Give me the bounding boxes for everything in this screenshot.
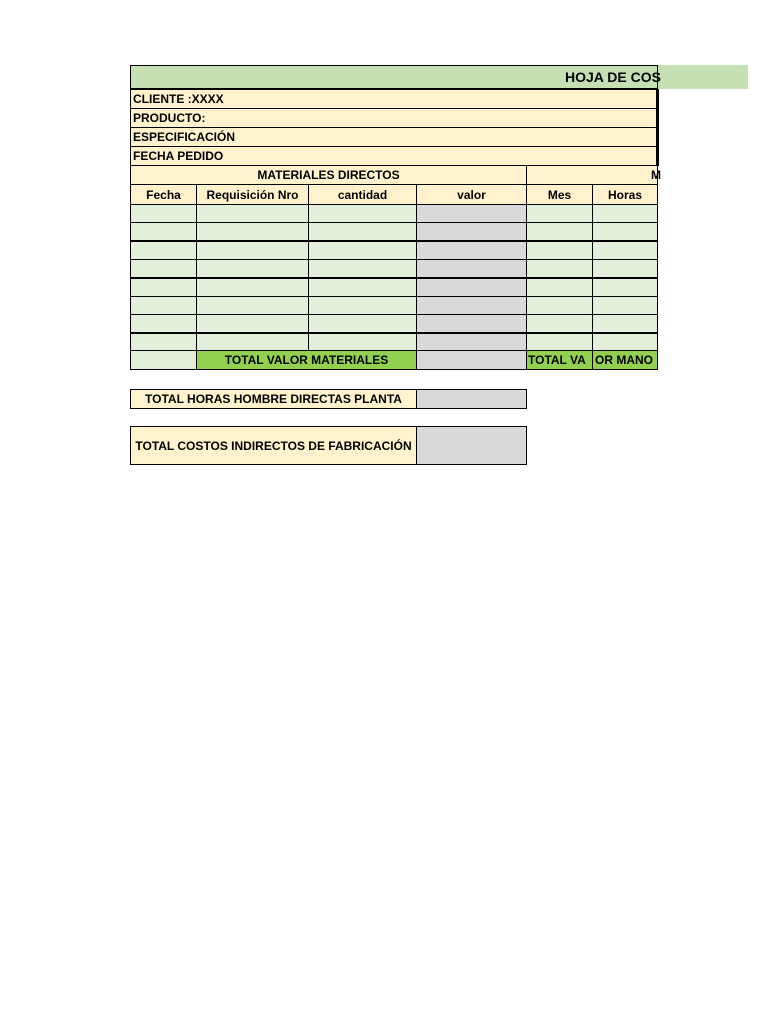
total-mano-label-part2: OR MANO: [592, 350, 658, 370]
cell-requisicion[interactable]: [196, 278, 309, 297]
cell-horas[interactable]: [592, 259, 658, 278]
cell-requisicion[interactable]: [196, 222, 309, 241]
total-costos-indirectos-value[interactable]: [416, 426, 527, 465]
cell-horas[interactable]: [592, 278, 658, 297]
cell-valor[interactable]: [416, 259, 527, 278]
info-producto[interactable]: PRODUCTO:: [130, 108, 658, 128]
info-cliente[interactable]: CLIENTE :XXXX: [130, 89, 658, 109]
cell-mes[interactable]: [526, 259, 593, 278]
cell-valor[interactable]: [416, 204, 527, 223]
cell-mes[interactable]: [526, 296, 593, 315]
cell-requisicion[interactable]: [196, 259, 309, 278]
col-mes: Mes: [526, 184, 593, 205]
cell-fecha[interactable]: [130, 314, 197, 333]
total-horas-hombre-label: TOTAL HORAS HOMBRE DIRECTAS PLANTA: [130, 389, 417, 409]
cell-requisicion[interactable]: [196, 204, 309, 223]
total-mano-label-part1: TOTAL VA: [526, 350, 593, 370]
info-right-border: [656, 89, 659, 166]
cell-valor[interactable]: [416, 314, 527, 333]
cell-valor[interactable]: [416, 278, 527, 297]
col-valor: valor: [416, 184, 527, 205]
cell-mes[interactable]: [526, 222, 593, 241]
cell-horas[interactable]: [592, 222, 658, 241]
cell-fecha[interactable]: [130, 259, 197, 278]
total-costos-indirectos-label: TOTAL COSTOS INDIRECTOS DE FABRICACIÓN: [130, 426, 417, 465]
col-requisicion: Requisición Nro: [196, 184, 309, 205]
cell-cantidad[interactable]: [308, 241, 417, 260]
cell-valor[interactable]: [416, 296, 527, 315]
cell-requisicion[interactable]: [196, 314, 309, 333]
cell-cantidad[interactable]: [308, 314, 417, 333]
info-especificacion[interactable]: ESPECIFICACIÓN: [130, 127, 658, 147]
cell-cantidad[interactable]: [308, 296, 417, 315]
cell-fecha[interactable]: [130, 278, 197, 297]
sheet-title: HOJA DE COS: [565, 69, 661, 85]
section-mano-obra-label: M: [651, 168, 661, 182]
cell-cantidad[interactable]: [308, 259, 417, 278]
total-valor-materiales-value[interactable]: [416, 350, 527, 370]
cell-mes[interactable]: [526, 204, 593, 223]
cell-valor[interactable]: [416, 222, 527, 241]
cell-cantidad[interactable]: [308, 222, 417, 241]
cell-mes[interactable]: [526, 278, 593, 297]
cell-fecha[interactable]: [130, 296, 197, 315]
col-horas: Horas: [592, 184, 658, 205]
cell-horas[interactable]: [592, 314, 658, 333]
cell-horas[interactable]: [592, 296, 658, 315]
cell-fecha[interactable]: [130, 241, 197, 260]
total-row-blank[interactable]: [130, 350, 197, 370]
cell-valor[interactable]: [416, 241, 527, 260]
cell-fecha[interactable]: [130, 204, 197, 223]
cell-cantidad[interactable]: [308, 278, 417, 297]
total-horas-hombre-value[interactable]: [416, 389, 527, 409]
cell-mes[interactable]: [526, 314, 593, 333]
col-cantidad: cantidad: [308, 184, 417, 205]
cell-cantidad[interactable]: [308, 204, 417, 223]
cell-horas[interactable]: [592, 241, 658, 260]
info-fecha-pedido[interactable]: FECHA PEDIDO: [130, 146, 658, 166]
section-materiales-directos: MATERIALES DIRECTOS: [130, 165, 527, 185]
cell-mes[interactable]: [526, 241, 593, 260]
section-mano-obra: [526, 165, 661, 185]
cell-requisicion[interactable]: [196, 296, 309, 315]
cell-fecha[interactable]: [130, 222, 197, 241]
cell-horas[interactable]: [592, 204, 658, 223]
cell-requisicion[interactable]: [196, 241, 309, 260]
col-fecha: Fecha: [130, 184, 197, 205]
total-valor-materiales-label: TOTAL VALOR MATERIALES: [196, 350, 417, 370]
